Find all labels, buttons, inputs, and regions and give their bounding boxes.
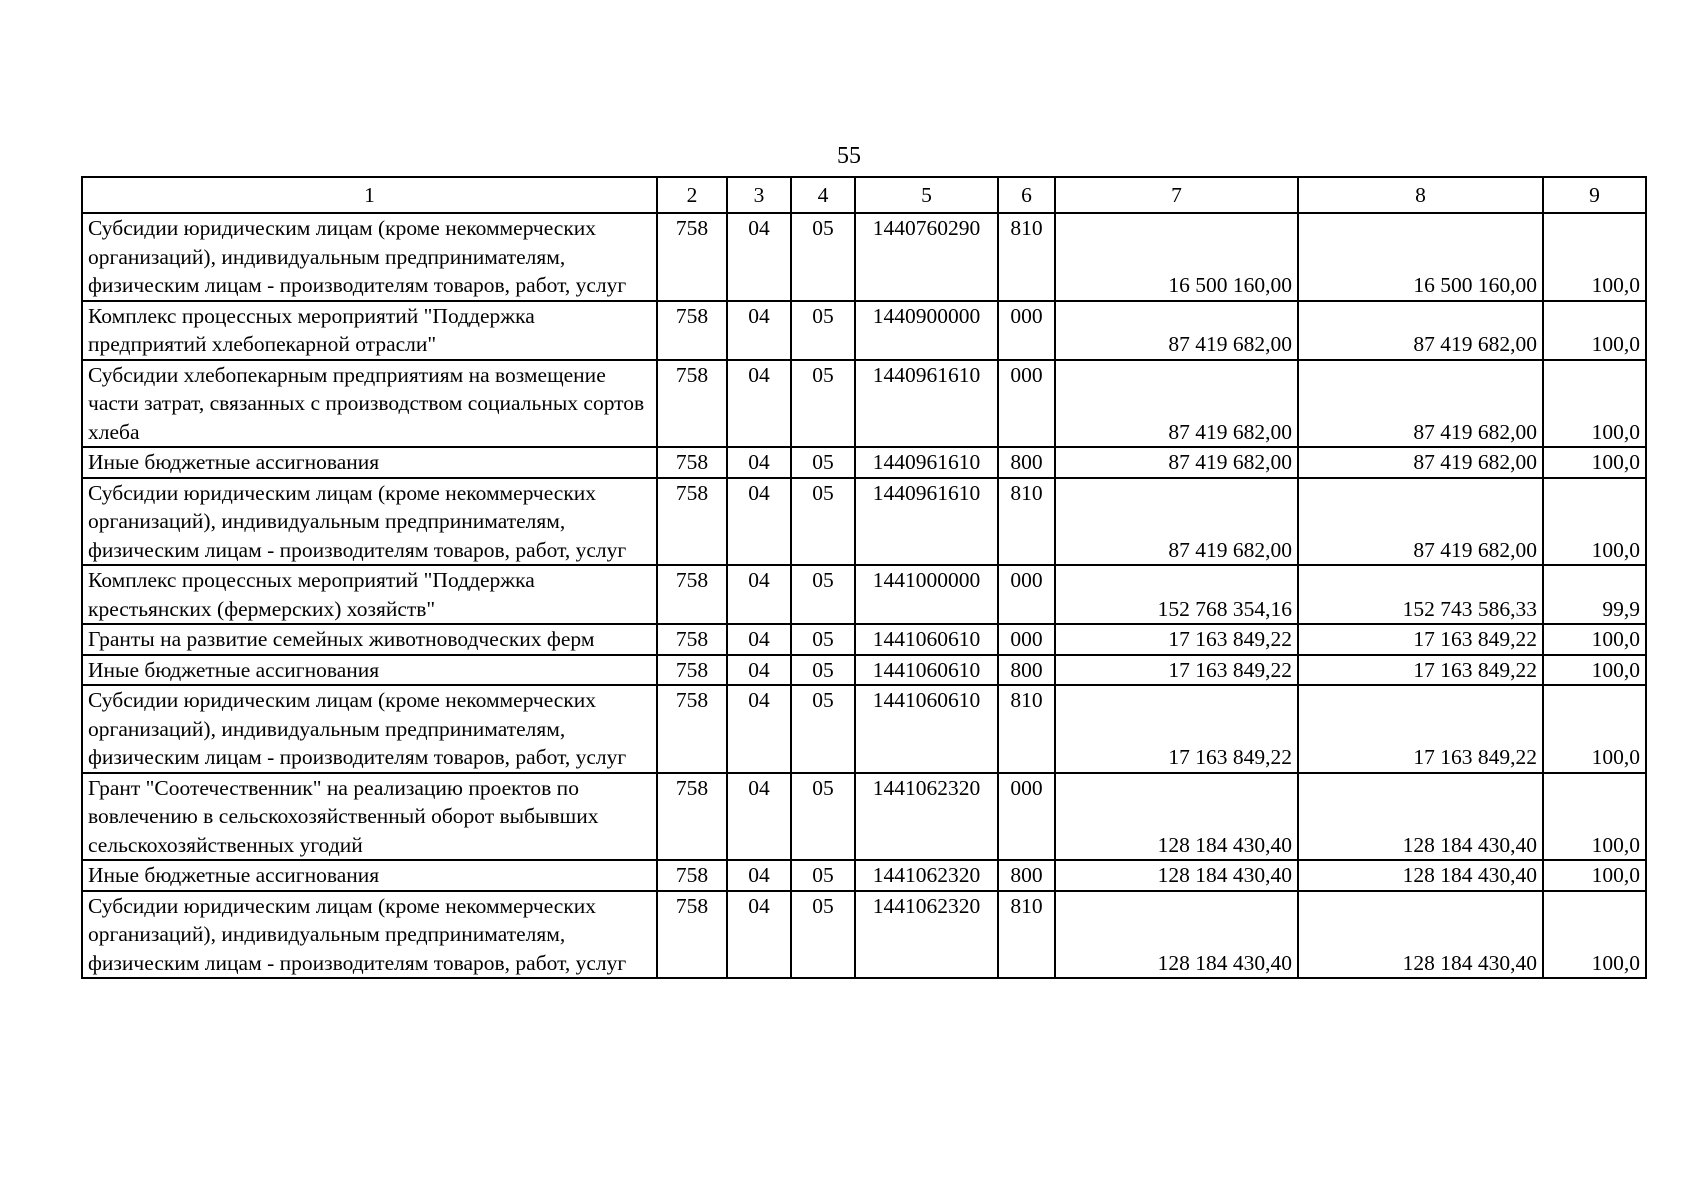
amount-cell: 87 419 682,00 <box>1298 447 1543 478</box>
code-cell: 758 <box>657 685 727 773</box>
amount-cell: 16 500 160,00 <box>1055 213 1298 301</box>
table-row <box>82 360 1646 448</box>
code-cell: 05 <box>791 860 855 891</box>
code-cell: 05 <box>791 685 855 773</box>
code-cell: 1441062320 <box>855 773 998 861</box>
code-cell: 000 <box>998 565 1055 624</box>
table-row <box>82 655 1646 686</box>
code-cell: 1441060610 <box>855 624 998 655</box>
code-cell: 04 <box>727 447 791 478</box>
code-cell: 810 <box>998 478 1055 566</box>
amount-cell: 17 163 849,22 <box>1298 685 1543 773</box>
table-row <box>82 565 1646 624</box>
header-row <box>82 177 1646 213</box>
amount-cell: 87 419 682,00 <box>1055 447 1298 478</box>
header-cell: 8 <box>1298 177 1543 213</box>
amount-cell: 87 419 682,00 <box>1298 301 1543 360</box>
table-row <box>82 624 1646 655</box>
code-cell: 758 <box>657 891 727 979</box>
header-cell: 5 <box>855 177 998 213</box>
code-cell: 05 <box>791 891 855 979</box>
percent-cell: 99,9 <box>1543 565 1646 624</box>
amount-cell: 87 419 682,00 <box>1055 478 1298 566</box>
table-row <box>82 685 1646 773</box>
amount-cell: 17 163 849,22 <box>1298 655 1543 686</box>
code-cell: 05 <box>791 447 855 478</box>
code-cell: 810 <box>998 891 1055 979</box>
amount-cell: 87 419 682,00 <box>1298 478 1543 566</box>
percent-cell: 100,0 <box>1543 773 1646 861</box>
code-cell: 1440760290 <box>855 213 998 301</box>
code-cell: 758 <box>657 301 727 360</box>
amount-cell: 152 768 354,16 <box>1055 565 1298 624</box>
code-cell: 1440900000 <box>855 301 998 360</box>
code-cell: 758 <box>657 624 727 655</box>
amount-cell: 128 184 430,40 <box>1055 773 1298 861</box>
code-cell: 000 <box>998 624 1055 655</box>
code-cell: 1441062320 <box>855 891 998 979</box>
row-name-cell: Иные бюджетные ассигнования <box>82 447 657 478</box>
table-row <box>82 891 1646 979</box>
row-name-cell: Иные бюджетные ассигнования <box>82 860 657 891</box>
code-cell: 000 <box>998 773 1055 861</box>
code-cell: 04 <box>727 360 791 448</box>
code-cell: 1441000000 <box>855 565 998 624</box>
code-cell: 1440961610 <box>855 447 998 478</box>
code-cell: 800 <box>998 655 1055 686</box>
amount-cell: 17 163 849,22 <box>1055 624 1298 655</box>
code-cell: 000 <box>998 301 1055 360</box>
percent-cell: 100,0 <box>1543 860 1646 891</box>
amount-cell: 17 163 849,22 <box>1055 655 1298 686</box>
code-cell: 05 <box>791 655 855 686</box>
row-name-cell: Субсидии хлебопекарным предприятиям на возмещение части затрат, связанных с производством социальных сортов хлеба <box>82 360 657 448</box>
header-cell: 9 <box>1543 177 1646 213</box>
code-cell: 800 <box>998 860 1055 891</box>
code-cell: 05 <box>791 478 855 566</box>
code-cell: 1440961610 <box>855 360 998 448</box>
header-cell: 7 <box>1055 177 1298 213</box>
header-cell: 4 <box>791 177 855 213</box>
code-cell: 05 <box>791 773 855 861</box>
amount-cell: 17 163 849,22 <box>1055 685 1298 773</box>
code-cell: 05 <box>791 624 855 655</box>
code-cell: 04 <box>727 860 791 891</box>
header-cell: 6 <box>998 177 1055 213</box>
code-cell: 05 <box>791 301 855 360</box>
table-row <box>82 478 1646 566</box>
code-cell: 810 <box>998 213 1055 301</box>
code-cell: 758 <box>657 565 727 624</box>
code-cell: 000 <box>998 360 1055 448</box>
amount-cell: 16 500 160,00 <box>1298 213 1543 301</box>
table-row <box>82 447 1646 478</box>
code-cell: 04 <box>727 478 791 566</box>
budget-table <box>81 176 1647 979</box>
row-name-cell: Комплекс процессных мероприятий "Поддержка крестьянских (фермерских) хозяйств" <box>82 565 657 624</box>
code-cell: 04 <box>727 773 791 861</box>
amount-cell: 87 419 682,00 <box>1298 360 1543 448</box>
row-name-cell: Гранты на развитие семейных животноводческих ферм <box>82 624 657 655</box>
amount-cell: 128 184 430,40 <box>1298 891 1543 979</box>
percent-cell: 100,0 <box>1543 891 1646 979</box>
row-name-cell: Иные бюджетные ассигнования <box>82 655 657 686</box>
table-row <box>82 301 1646 360</box>
code-cell: 810 <box>998 685 1055 773</box>
amount-cell: 128 184 430,40 <box>1298 860 1543 891</box>
amount-cell: 87 419 682,00 <box>1055 301 1298 360</box>
table-row <box>82 213 1646 301</box>
code-cell: 05 <box>791 360 855 448</box>
amount-cell: 87 419 682,00 <box>1055 360 1298 448</box>
code-cell: 04 <box>727 655 791 686</box>
row-name-cell: Грант "Соотечественник" на реализацию проектов по вовлечению в сельскохозяйственный оборот выбывших сельскохозяйственных угодий <box>82 773 657 861</box>
percent-cell: 100,0 <box>1543 447 1646 478</box>
code-cell: 04 <box>727 685 791 773</box>
table-row <box>82 773 1646 861</box>
percent-cell: 100,0 <box>1543 213 1646 301</box>
amount-cell: 17 163 849,22 <box>1298 624 1543 655</box>
percent-cell: 100,0 <box>1543 301 1646 360</box>
code-cell: 05 <box>791 213 855 301</box>
code-cell: 1441060610 <box>855 685 998 773</box>
row-name-cell: Комплекс процессных мероприятий "Поддержка предприятий хлебопекарной отрасли" <box>82 301 657 360</box>
code-cell: 04 <box>727 565 791 624</box>
code-cell: 758 <box>657 447 727 478</box>
code-cell: 04 <box>727 624 791 655</box>
code-cell: 1441060610 <box>855 655 998 686</box>
percent-cell: 100,0 <box>1543 685 1646 773</box>
percent-cell: 100,0 <box>1543 478 1646 566</box>
header-cell: 3 <box>727 177 791 213</box>
code-cell: 800 <box>998 447 1055 478</box>
code-cell: 1441062320 <box>855 860 998 891</box>
header-cell: 1 <box>82 177 657 213</box>
code-cell: 758 <box>657 655 727 686</box>
row-name-cell: Субсидии юридическим лицам (кроме некоммерческих организаций), индивидуальным предпринимателям, физическим лицам - производителям товаров, работ, услуг <box>82 213 657 301</box>
amount-cell: 128 184 430,40 <box>1055 891 1298 979</box>
table-row <box>82 860 1646 891</box>
percent-cell: 100,0 <box>1543 360 1646 448</box>
row-name-cell: Субсидии юридическим лицам (кроме некоммерческих организаций), индивидуальным предпринимателям, физическим лицам - производителям товаров, работ, услуг <box>82 478 657 566</box>
header-cell: 2 <box>657 177 727 213</box>
code-cell: 758 <box>657 478 727 566</box>
amount-cell: 152 743 586,33 <box>1298 565 1543 624</box>
code-cell: 04 <box>727 891 791 979</box>
page-number: 55 <box>837 143 861 169</box>
percent-cell: 100,0 <box>1543 624 1646 655</box>
code-cell: 758 <box>657 213 727 301</box>
code-cell: 758 <box>657 860 727 891</box>
row-name-cell: Субсидии юридическим лицам (кроме некоммерческих организаций), индивидуальным предпринимателям, физическим лицам - производителям товаров, работ, услуг <box>82 891 657 979</box>
amount-cell: 128 184 430,40 <box>1298 773 1543 861</box>
code-cell: 1440961610 <box>855 478 998 566</box>
code-cell: 758 <box>657 360 727 448</box>
row-name-cell: Субсидии юридическим лицам (кроме некоммерческих организаций), индивидуальным предпринимателям, физическим лицам - производителям товаров, работ, услуг <box>82 685 657 773</box>
amount-cell: 128 184 430,40 <box>1055 860 1298 891</box>
code-cell: 04 <box>727 213 791 301</box>
code-cell: 05 <box>791 565 855 624</box>
code-cell: 04 <box>727 301 791 360</box>
code-cell: 758 <box>657 773 727 861</box>
percent-cell: 100,0 <box>1543 655 1646 686</box>
